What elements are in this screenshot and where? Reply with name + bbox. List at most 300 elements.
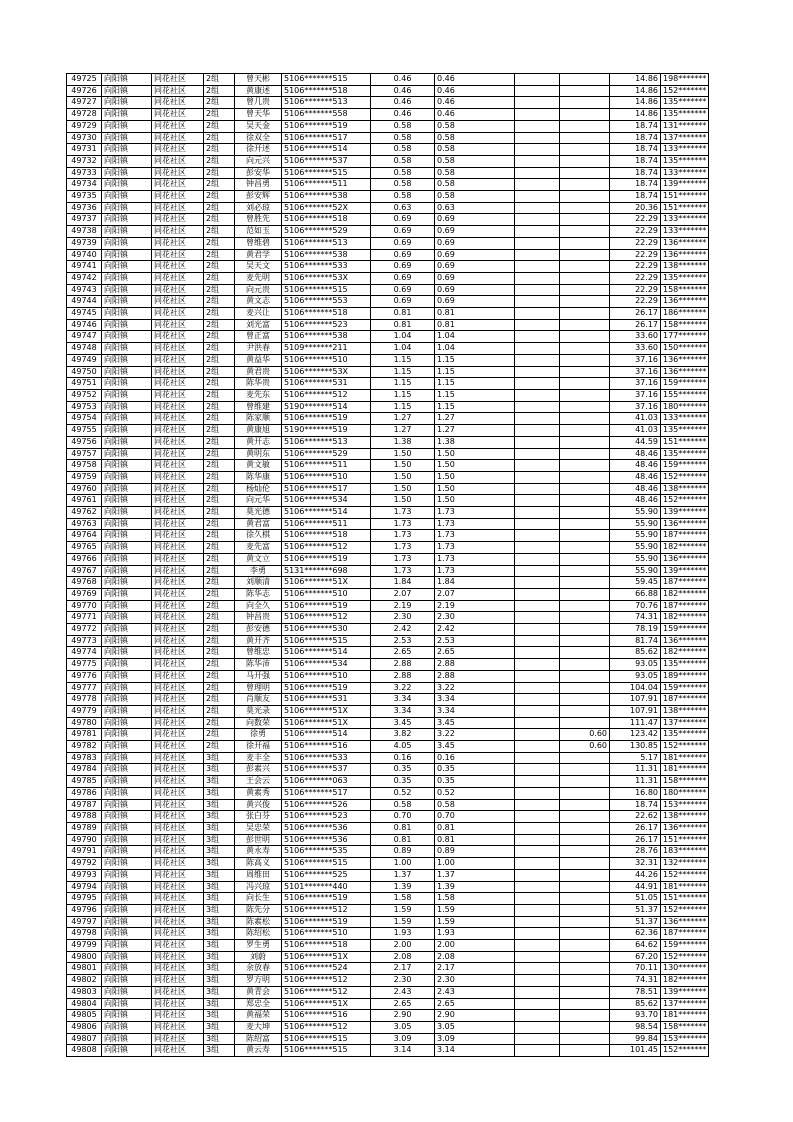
cell-community: 同花社区 xyxy=(152,612,204,624)
cell-area-b: 3.05 xyxy=(435,1021,515,1033)
cell-area-a: 1.04 xyxy=(371,343,435,355)
cell-group: 3组 xyxy=(204,823,235,835)
table-row xyxy=(67,155,709,167)
table-row xyxy=(67,530,709,542)
cell-extra xyxy=(560,635,610,647)
cell-area-a: 0.81 xyxy=(371,834,435,846)
cell-area-b: 0.70 xyxy=(435,811,515,823)
cell-area-b: 0.69 xyxy=(435,226,515,238)
cell-extra xyxy=(560,928,610,940)
table-row xyxy=(67,167,709,179)
cell-amount: 37.16 xyxy=(610,378,661,390)
cell-town: 向阳镇 xyxy=(102,366,152,378)
cell-community: 同花社区 xyxy=(152,425,204,437)
cell-area-b: 3.22 xyxy=(435,729,515,741)
cell-group: 2组 xyxy=(204,600,235,612)
cell-name: 曾维建 xyxy=(235,401,282,413)
cell-seq: 49800 xyxy=(67,951,102,963)
cell-amount: 32.31 xyxy=(610,858,661,870)
cell-blank-1 xyxy=(515,729,560,741)
cell-id-number: 5106*******510 xyxy=(282,928,371,940)
cell-town: 向阳镇 xyxy=(102,846,152,858)
cell-area-b: 0.58 xyxy=(435,167,515,179)
cell-town: 向阳镇 xyxy=(102,694,152,706)
cell-town: 向阳镇 xyxy=(102,940,152,952)
table-row xyxy=(67,343,709,355)
cell-extra xyxy=(560,167,610,179)
cell-id-number: 5101*******440 xyxy=(282,881,371,893)
cell-name: 陈绍富 xyxy=(235,1033,282,1045)
cell-group: 2组 xyxy=(204,249,235,261)
cell-group: 3组 xyxy=(204,916,235,928)
cell-name: 黄益华 xyxy=(235,354,282,366)
cell-community: 同花社区 xyxy=(152,1021,204,1033)
cell-name: 黄文立 xyxy=(235,553,282,565)
cell-name: 黄文敏 xyxy=(235,460,282,472)
cell-phone: 152******* xyxy=(661,951,709,963)
table-row xyxy=(67,97,709,109)
cell-area-b: 2.65 xyxy=(435,998,515,1010)
table-row xyxy=(67,963,709,975)
cell-id-number: 5106*******518 xyxy=(282,214,371,226)
cell-phone: 132******* xyxy=(661,858,709,870)
cell-group: 3组 xyxy=(204,846,235,858)
table-row xyxy=(67,998,709,1010)
cell-name: 陈华志 xyxy=(235,588,282,600)
cell-area-b: 2.53 xyxy=(435,635,515,647)
cell-name: 麦先富 xyxy=(235,542,282,554)
cell-blank-1 xyxy=(515,343,560,355)
cell-area-b: 0.63 xyxy=(435,202,515,214)
cell-area-a: 1.73 xyxy=(371,553,435,565)
cell-id-number: 5131*******698 xyxy=(282,565,371,577)
cell-area-a: 0.35 xyxy=(371,764,435,776)
cell-blank-1 xyxy=(515,425,560,437)
cell-extra xyxy=(560,764,610,776)
table-row xyxy=(67,109,709,121)
cell-id-number: 5106*******515 xyxy=(282,1045,371,1057)
cell-blank-1 xyxy=(515,495,560,507)
cell-community: 同花社区 xyxy=(152,717,204,729)
cell-extra xyxy=(560,986,610,998)
cell-town: 向阳镇 xyxy=(102,518,152,530)
cell-name: 曾维忠 xyxy=(235,647,282,659)
cell-community: 同花社区 xyxy=(152,764,204,776)
cell-id-number: 5106*******533 xyxy=(282,752,371,764)
cell-area-a: 2.65 xyxy=(371,998,435,1010)
cell-amount: 5.17 xyxy=(610,752,661,764)
cell-seq: 49792 xyxy=(67,858,102,870)
cell-community: 同花社区 xyxy=(152,659,204,671)
cell-town: 向阳镇 xyxy=(102,132,152,144)
cell-group: 2组 xyxy=(204,635,235,647)
cell-id-number: 5106*******517 xyxy=(282,787,371,799)
cell-extra xyxy=(560,272,610,284)
cell-phone: 180******* xyxy=(661,401,709,413)
cell-town: 向阳镇 xyxy=(102,542,152,554)
cell-town: 向阳镇 xyxy=(102,951,152,963)
cell-area-b: 2.65 xyxy=(435,647,515,659)
cell-community: 同花社区 xyxy=(152,811,204,823)
cell-area-b: 1.73 xyxy=(435,530,515,542)
cell-blank-1 xyxy=(515,542,560,554)
cell-phone: 138******* xyxy=(661,483,709,495)
cell-group: 3组 xyxy=(204,975,235,987)
cell-id-number: 5106*******519 xyxy=(282,682,371,694)
cell-id-number: 5106*******515 xyxy=(282,74,371,86)
cell-name: 徐勇 xyxy=(235,729,282,741)
cell-town: 向阳镇 xyxy=(102,378,152,390)
cell-phone: 186******* xyxy=(661,308,709,320)
cell-town: 向阳镇 xyxy=(102,752,152,764)
cell-area-a: 1.59 xyxy=(371,904,435,916)
cell-name: 王会云 xyxy=(235,776,282,788)
cell-area-b: 0.69 xyxy=(435,249,515,261)
cell-amount: 111.47 xyxy=(610,717,661,729)
cell-extra xyxy=(560,893,610,905)
cell-blank-1 xyxy=(515,144,560,156)
cell-name: 肖顺友 xyxy=(235,694,282,706)
cell-seq: 49806 xyxy=(67,1021,102,1033)
cell-group: 2组 xyxy=(204,97,235,109)
cell-seq: 49766 xyxy=(67,553,102,565)
cell-name: 向全久 xyxy=(235,600,282,612)
cell-id-number: 5106*******514 xyxy=(282,144,371,156)
cell-town: 向阳镇 xyxy=(102,928,152,940)
cell-blank-1 xyxy=(515,776,560,788)
cell-extra xyxy=(560,74,610,86)
cell-amount: 51.05 xyxy=(610,893,661,905)
cell-amount: 22.29 xyxy=(610,249,661,261)
cell-area-b: 1.93 xyxy=(435,928,515,940)
cell-community: 同花社区 xyxy=(152,331,204,343)
table-row xyxy=(67,413,709,425)
cell-amount: 62.36 xyxy=(610,928,661,940)
cell-town: 向阳镇 xyxy=(102,612,152,624)
cell-name: 陈先分 xyxy=(235,904,282,916)
cell-id-number: 5106*******512 xyxy=(282,904,371,916)
cell-amount: 37.16 xyxy=(610,354,661,366)
cell-phone: 151******* xyxy=(661,834,709,846)
cell-amount: 93.05 xyxy=(610,670,661,682)
cell-area-a: 3.34 xyxy=(371,705,435,717)
cell-amount: 85.62 xyxy=(610,998,661,1010)
cell-amount: 130.85 xyxy=(610,741,661,753)
table-row xyxy=(67,834,709,846)
cell-area-a: 2.43 xyxy=(371,986,435,998)
cell-seq: 49767 xyxy=(67,565,102,577)
cell-seq: 49782 xyxy=(67,741,102,753)
cell-amount: 55.90 xyxy=(610,530,661,542)
cell-seq: 49765 xyxy=(67,542,102,554)
cell-area-a: 0.69 xyxy=(371,284,435,296)
cell-town: 向阳镇 xyxy=(102,389,152,401)
cell-area-a: 1.50 xyxy=(371,471,435,483)
cell-seq: 49787 xyxy=(67,799,102,811)
cell-id-number: 5106*******524 xyxy=(282,963,371,975)
cell-town: 向阳镇 xyxy=(102,1033,152,1045)
cell-name: 陈素松 xyxy=(235,916,282,928)
cell-amount: 26.17 xyxy=(610,319,661,331)
cell-name: 陈家顺 xyxy=(235,413,282,425)
cell-group: 2组 xyxy=(204,389,235,401)
cell-id-number: 5106*******529 xyxy=(282,448,371,460)
cell-seq: 49780 xyxy=(67,717,102,729)
cell-name: 曾正富 xyxy=(235,331,282,343)
table-row xyxy=(67,460,709,472)
cell-amount: 78.19 xyxy=(610,624,661,636)
cell-blank-1 xyxy=(515,85,560,97)
cell-phone: 152******* xyxy=(661,869,709,881)
cell-phone: 158******* xyxy=(661,284,709,296)
cell-phone: 187******* xyxy=(661,530,709,542)
cell-extra xyxy=(560,869,610,881)
cell-name: 张白芬 xyxy=(235,811,282,823)
cell-area-b: 0.58 xyxy=(435,144,515,156)
cell-group: 2组 xyxy=(204,495,235,507)
cell-extra xyxy=(560,343,610,355)
cell-extra xyxy=(560,319,610,331)
cell-group: 3组 xyxy=(204,893,235,905)
cell-town: 向阳镇 xyxy=(102,471,152,483)
cell-area-b: 1.84 xyxy=(435,577,515,589)
cell-area-b: 1.04 xyxy=(435,331,515,343)
cell-id-number: 5190*******519 xyxy=(282,425,371,437)
cell-blank-1 xyxy=(515,787,560,799)
cell-blank-1 xyxy=(515,132,560,144)
cell-group: 3组 xyxy=(204,858,235,870)
cell-amount: 14.86 xyxy=(610,109,661,121)
cell-extra xyxy=(560,378,610,390)
cell-area-a: 1.50 xyxy=(371,448,435,460)
cell-town: 向阳镇 xyxy=(102,249,152,261)
cell-area-a: 1.59 xyxy=(371,916,435,928)
cell-group: 3组 xyxy=(204,986,235,998)
cell-town: 向阳镇 xyxy=(102,647,152,659)
cell-seq: 49789 xyxy=(67,823,102,835)
cell-phone: 133******* xyxy=(661,226,709,238)
cell-area-b: 2.07 xyxy=(435,588,515,600)
cell-group: 2组 xyxy=(204,670,235,682)
cell-id-number: 5106*******535 xyxy=(282,846,371,858)
cell-extra xyxy=(560,647,610,659)
cell-extra xyxy=(560,624,610,636)
cell-town: 向阳镇 xyxy=(102,635,152,647)
cell-community: 同花社区 xyxy=(152,155,204,167)
cell-group: 3组 xyxy=(204,1045,235,1057)
cell-name: 冯兴琼 xyxy=(235,881,282,893)
cell-town: 向阳镇 xyxy=(102,85,152,97)
cell-name: 麦先明 xyxy=(235,272,282,284)
cell-phone: 152******* xyxy=(661,1045,709,1057)
cell-seq: 49746 xyxy=(67,319,102,331)
cell-name: 黄青会 xyxy=(235,986,282,998)
cell-community: 同花社区 xyxy=(152,343,204,355)
cell-amount: 48.46 xyxy=(610,495,661,507)
cell-id-number: 5106*******523 xyxy=(282,811,371,823)
cell-blank-1 xyxy=(515,694,560,706)
cell-community: 同花社区 xyxy=(152,319,204,331)
cell-blank-1 xyxy=(515,167,560,179)
cell-blank-1 xyxy=(515,483,560,495)
cell-blank-1 xyxy=(515,284,560,296)
cell-community: 同花社区 xyxy=(152,97,204,109)
cell-area-b: 2.08 xyxy=(435,951,515,963)
cell-amount: 16.80 xyxy=(610,787,661,799)
cell-area-a: 0.58 xyxy=(371,144,435,156)
cell-area-a: 1.27 xyxy=(371,425,435,437)
cell-id-number: 5106*******510 xyxy=(282,471,371,483)
cell-amount: 93.05 xyxy=(610,659,661,671)
cell-community: 同花社区 xyxy=(152,776,204,788)
cell-area-a: 0.69 xyxy=(371,261,435,273)
cell-area-b: 1.39 xyxy=(435,881,515,893)
cell-community: 同花社区 xyxy=(152,132,204,144)
cell-extra xyxy=(560,881,610,893)
table-row xyxy=(67,507,709,519)
cell-group: 3组 xyxy=(204,963,235,975)
cell-town: 向阳镇 xyxy=(102,460,152,472)
cell-community: 同花社区 xyxy=(152,834,204,846)
cell-area-b: 0.69 xyxy=(435,261,515,273)
cell-group: 2组 xyxy=(204,85,235,97)
cell-seq: 49762 xyxy=(67,507,102,519)
cell-area-a: 3.09 xyxy=(371,1033,435,1045)
cell-area-b: 0.58 xyxy=(435,799,515,811)
cell-group: 2组 xyxy=(204,354,235,366)
cell-phone: 136******* xyxy=(661,354,709,366)
cell-group: 2组 xyxy=(204,682,235,694)
cell-name: 余放春 xyxy=(235,963,282,975)
cell-town: 向阳镇 xyxy=(102,776,152,788)
cell-name: 黄康述 xyxy=(235,85,282,97)
cell-name: 钟昌勇 xyxy=(235,179,282,191)
cell-town: 向阳镇 xyxy=(102,1010,152,1022)
cell-seq: 49754 xyxy=(67,413,102,425)
table-row xyxy=(67,986,709,998)
cell-phone: 158******* xyxy=(661,319,709,331)
cell-area-a: 2.07 xyxy=(371,588,435,600)
cell-id-number: 5106*******516 xyxy=(282,1010,371,1022)
cell-id-number: 5106*******515 xyxy=(282,284,371,296)
cell-community: 同花社区 xyxy=(152,179,204,191)
cell-seq: 49798 xyxy=(67,928,102,940)
cell-extra xyxy=(560,495,610,507)
cell-name: 彭安德 xyxy=(235,624,282,636)
table-row xyxy=(67,811,709,823)
cell-seq: 49803 xyxy=(67,986,102,998)
table-row xyxy=(67,951,709,963)
cell-group: 2组 xyxy=(204,120,235,132)
cell-seq: 49802 xyxy=(67,975,102,987)
cell-blank-1 xyxy=(515,951,560,963)
cell-extra xyxy=(560,249,610,261)
cell-id-number: 5106*******513 xyxy=(282,97,371,109)
cell-group: 2组 xyxy=(204,296,235,308)
cell-blank-1 xyxy=(515,296,560,308)
cell-extra xyxy=(560,787,610,799)
cell-seq: 49745 xyxy=(67,308,102,320)
cell-area-b: 0.58 xyxy=(435,179,515,191)
cell-phone: 182******* xyxy=(661,975,709,987)
cell-area-a: 3.22 xyxy=(371,682,435,694)
cell-area-a: 1.50 xyxy=(371,495,435,507)
cell-town: 向阳镇 xyxy=(102,167,152,179)
cell-group: 2组 xyxy=(204,436,235,448)
cell-blank-1 xyxy=(515,401,560,413)
cell-extra xyxy=(560,553,610,565)
cell-id-number: 5106*******537 xyxy=(282,764,371,776)
cell-extra xyxy=(560,951,610,963)
cell-area-a: 4.05 xyxy=(371,741,435,753)
cell-amount: 93.70 xyxy=(610,1010,661,1022)
cell-name: 吴天文 xyxy=(235,261,282,273)
cell-community: 同花社区 xyxy=(152,308,204,320)
cell-group: 2组 xyxy=(204,553,235,565)
cell-blank-1 xyxy=(515,752,560,764)
cell-group: 2组 xyxy=(204,413,235,425)
cell-town: 向阳镇 xyxy=(102,530,152,542)
cell-town: 向阳镇 xyxy=(102,413,152,425)
cell-name: 刘顺清 xyxy=(235,577,282,589)
cell-community: 同花社区 xyxy=(152,354,204,366)
cell-phone: 135******* xyxy=(661,659,709,671)
cell-seq: 49770 xyxy=(67,600,102,612)
cell-blank-1 xyxy=(515,155,560,167)
cell-blank-1 xyxy=(515,1033,560,1045)
cell-community: 同花社区 xyxy=(152,261,204,273)
cell-group: 2组 xyxy=(204,612,235,624)
cell-phone: 181******* xyxy=(661,764,709,776)
cell-group: 3组 xyxy=(204,1021,235,1033)
cell-town: 向阳镇 xyxy=(102,577,152,589)
table-row xyxy=(67,284,709,296)
cell-amount: 81.74 xyxy=(610,635,661,647)
cell-id-number: 5106*******510 xyxy=(282,670,371,682)
cell-community: 同花社区 xyxy=(152,916,204,928)
cell-blank-1 xyxy=(515,858,560,870)
cell-id-number: 5106*******512 xyxy=(282,612,371,624)
cell-extra xyxy=(560,1021,610,1033)
cell-id-number: 5106*******538 xyxy=(282,331,371,343)
cell-amount: 55.90 xyxy=(610,565,661,577)
cell-town: 向阳镇 xyxy=(102,319,152,331)
cell-seq: 49736 xyxy=(67,202,102,214)
cell-name: 黄康旭 xyxy=(235,425,282,437)
cell-town: 向阳镇 xyxy=(102,764,152,776)
cell-amount: 22.29 xyxy=(610,226,661,238)
cell-extra xyxy=(560,670,610,682)
cell-blank-1 xyxy=(515,237,560,249)
cell-amount: 41.03 xyxy=(610,413,661,425)
cell-blank-1 xyxy=(515,612,560,624)
cell-area-b: 1.50 xyxy=(435,483,515,495)
cell-community: 同花社区 xyxy=(152,74,204,86)
cell-area-b: 3.34 xyxy=(435,694,515,706)
table-row xyxy=(67,717,709,729)
cell-phone: 177******* xyxy=(661,331,709,343)
cell-area-a: 2.65 xyxy=(371,647,435,659)
cell-name: 向元贵 xyxy=(235,284,282,296)
cell-phone: 138******* xyxy=(661,811,709,823)
cell-blank-1 xyxy=(515,214,560,226)
cell-community: 同花社区 xyxy=(152,214,204,226)
cell-group: 3组 xyxy=(204,1010,235,1022)
cell-blank-1 xyxy=(515,975,560,987)
cell-seq: 49768 xyxy=(67,577,102,589)
cell-extra xyxy=(560,413,610,425)
cell-area-a: 2.88 xyxy=(371,659,435,671)
